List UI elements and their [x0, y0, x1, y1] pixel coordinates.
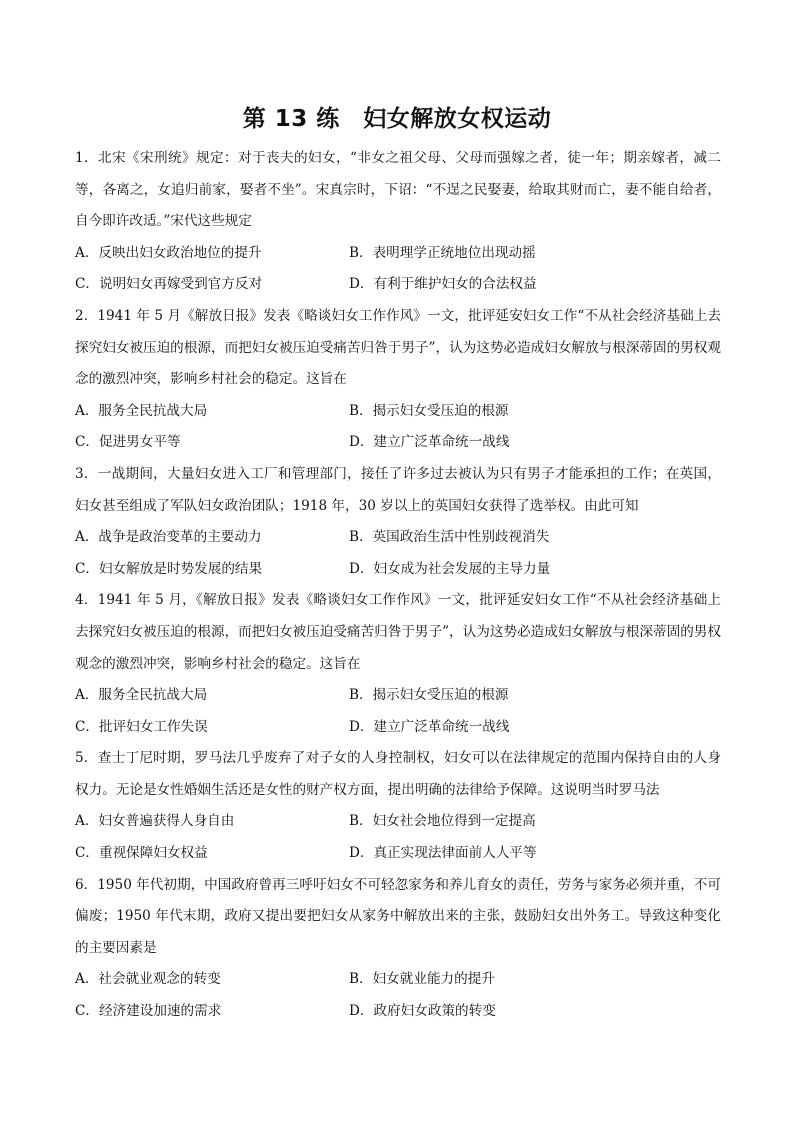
option-text: 有利于维护妇女的合法权益 [373, 276, 537, 293]
option-text: 揭示妇女受压迫的根源 [372, 402, 509, 419]
option-row [75, 522, 721, 554]
question-stem: 3．一战期间，大量妇女进入工厂和管理部门，接任了许多过去被认为只有男子才能承担的工作；在英国，妇女甚至组成了军队妇女政治团队；1918 年，30 岁以上的英国妇女获得了选举权。由此可知 [75, 465, 721, 514]
option-letter: A． [75, 529, 99, 546]
option-text: 表明理学正统地位出现动摇 [372, 244, 536, 261]
question-6 [75, 870, 721, 1028]
option-text: 服务全民抗战大局 [98, 402, 208, 419]
option-text: 反映出妇女政治地位的提升 [98, 244, 262, 261]
option-row [75, 806, 721, 838]
option-row [75, 396, 721, 428]
option-d [349, 554, 550, 586]
option-text: 妇女社会地位得到一定提高 [372, 813, 536, 830]
question-stem: 5．查士丁尼时期，罗马法几乎废弃了对子女的人身控制权，妇女可以在法律规定的范围内保持自由的人身权力。无论是女性婚姻生活还是女性的财产权方面，提出明确的法律给予保障。这说明当时罗马法 [75, 750, 721, 798]
option-c [75, 554, 349, 586]
option-b [349, 396, 509, 428]
question-stem: 2．1941 年 5 月《解放日报》发表《略谈妇女工作作风》一文，批评延安妇女工作“不从社会经济基础上去探究妇女被压迫的根源，而把妇女被压迫受痛苦归咎于男子”，认为这势必造成妇女解放与根深蒂固的男权观念的激烈冲突，影响乡村社会的稳定。这旨在 [75, 307, 721, 388]
option-text: 妇女成为社会发展的主导力量 [373, 560, 551, 577]
option-letter: B． [349, 402, 373, 419]
option-row [75, 238, 721, 270]
option-row [75, 427, 721, 459]
option-letter: B． [349, 529, 373, 546]
option-a [75, 680, 349, 712]
option-row [75, 680, 721, 712]
question-1 [75, 143, 721, 301]
option-b [349, 806, 536, 838]
option-row [75, 996, 721, 1028]
option-a [75, 806, 349, 838]
option-b [349, 964, 495, 996]
option-text: 妇女普遍获得人身自由 [98, 813, 235, 830]
option-letter: D． [349, 276, 374, 293]
option-letter: C． [75, 845, 99, 862]
option-a [75, 522, 349, 554]
option-d [349, 712, 509, 744]
option-text: 社会就业观念的转变 [98, 971, 221, 988]
option-text: 战争是政治变革的主要动力 [98, 529, 262, 546]
option-text: 妇女就业能力的提升 [372, 971, 495, 988]
question-list [75, 143, 721, 1028]
option-text: 政府妇女政策的转变 [373, 1003, 496, 1020]
option-a [75, 396, 349, 428]
option-letter: A． [75, 687, 99, 704]
option-c [75, 269, 349, 301]
option-letter: A． [75, 813, 99, 830]
option-text: 建立广泛革命统一战线 [373, 718, 510, 735]
question-stem: 6．1950 年代初期，中国政府曾再三呼吁妇女不可轻忽家务和养儿育女的责任，劳务与家务必须并重，不可偏废；1950 年代末期，政府又提出要把妇女从家务中解放出来的主张，鼓励妇女出外务工。导致这种变化的主要因素是 [75, 876, 721, 956]
option-a [75, 238, 349, 270]
option-letter: D． [349, 434, 374, 451]
option-letter: B． [349, 971, 373, 988]
option-text: 服务全民抗战大局 [98, 687, 208, 704]
option-letter: B． [349, 813, 373, 830]
option-row [75, 964, 721, 996]
question-5 [75, 743, 721, 869]
option-d [349, 838, 537, 870]
question-stem: 1．北宋《宋刑统》规定：对于丧夫的妇女，“非女之祖父母、父母而强嫁之者，徒一年；期亲嫁者，减二等，各离之，女追归前家，娶者不坐”。宋真宗时，下诏：“不逞之民娶妻，给取其财而亡，妻不能自给者，自今即许改适。”宋代这些规定 [75, 150, 721, 230]
option-text: 揭示妇女受压迫的根源 [372, 687, 509, 704]
option-b [349, 238, 536, 270]
option-letter: C． [75, 560, 99, 577]
question-4 [75, 585, 721, 743]
option-letter: A． [75, 971, 99, 988]
page-title: 第 13 练 妇女解放女权运动 [242, 106, 552, 132]
option-c [75, 996, 349, 1028]
option-row [75, 838, 721, 870]
option-letter: D． [349, 845, 374, 862]
option-letter: A． [75, 244, 99, 261]
option-a [75, 964, 349, 996]
option-letter: B． [349, 687, 373, 704]
option-text: 批评妇女工作失误 [99, 718, 208, 735]
option-letter: C． [75, 1003, 99, 1020]
option-text: 促进男女平等 [99, 434, 181, 451]
option-letter: A． [75, 402, 99, 419]
option-letter: D． [349, 560, 374, 577]
option-text: 真正实现法律面前人人平等 [373, 845, 537, 862]
option-d [349, 427, 509, 459]
question-2 [75, 301, 721, 459]
option-letter: C． [75, 718, 99, 735]
option-letter: D． [349, 1003, 374, 1020]
option-b [349, 680, 509, 712]
question-3 [75, 459, 721, 585]
option-text: 重视保障妇女权益 [99, 845, 208, 862]
option-row [75, 554, 721, 586]
option-d [349, 269, 537, 301]
option-letter: C． [75, 276, 99, 293]
option-text: 经济建设加速的需求 [99, 1003, 222, 1020]
option-text: 建立广泛革命统一战线 [373, 434, 510, 451]
option-text: 英国政治生活中性别歧视消失 [372, 529, 550, 546]
option-b [349, 522, 549, 554]
option-letter: D． [349, 718, 374, 735]
option-letter: B． [349, 244, 373, 261]
option-text: 妇女解放是时势发展的结果 [99, 560, 263, 577]
option-letter: C． [75, 434, 99, 451]
option-d [349, 996, 496, 1028]
option-row [75, 712, 721, 744]
option-text: 说明妇女再嫁受到官方反对 [99, 276, 263, 293]
question-stem: 4．1941 年 5 月，《解放日报》发表《略谈妇女工作作风》一文，批评延安妇女工作“不从社会经济基础上去探究妇女被压迫的根源，而把妇女被压迫受痛苦归咎于男子”，认为这势必造成妇女解放与根深蒂固的男权观念的激烈冲突，影响乡村社会的稳定。这旨在 [75, 592, 721, 672]
option-c [75, 427, 349, 459]
option-row [75, 269, 721, 301]
option-c [75, 838, 349, 870]
option-c [75, 712, 349, 744]
